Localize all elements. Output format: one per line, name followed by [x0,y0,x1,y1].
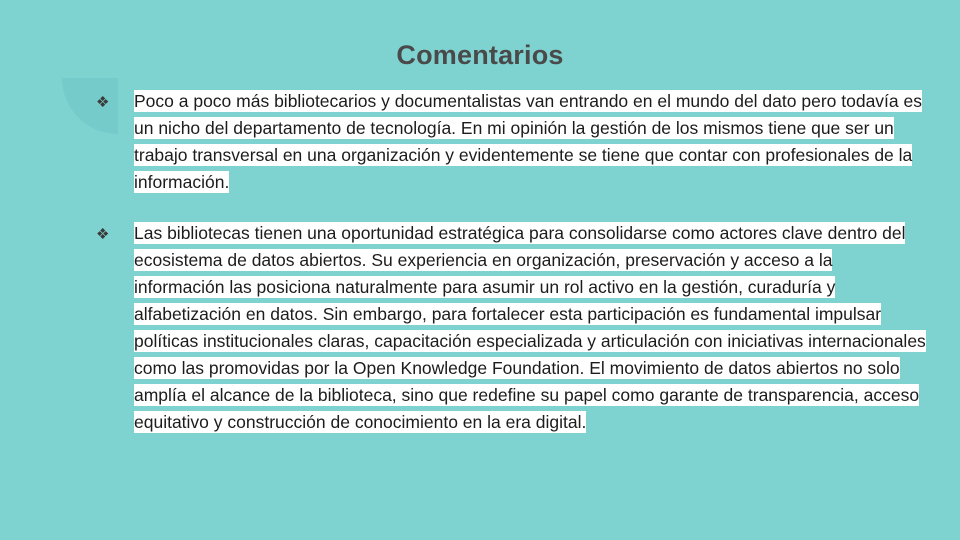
highlighted-text: Las bibliotecas tienen una oportunidad estratégica para consolidarse como actores clave dentro del ecosistema de datos abiertos. Su experiencia en organización, preservación y acceso a la información las posiciona naturalmente para asumir un rol activo en la gestión, curaduría y alfabetización en datos. Sin embargo, para fortalecer esta participación es fundamental impulsar políticas institucionales claras, capacitación especializada y articulación con iniciativas internacionales como las promovidas por la Open Knowledge Foundation. El movimiento de datos abiertos no solo amplía el alcance de la biblioteca, sino que redefine su papel como garante de transparencia, acceso equitativo y construcción de conocimiento en la era digital. [134,223,926,432]
highlighted-text: Poco a poco más bibliotecarios y documentalistas van entrando en el mundo del dato pero todavía es un nicho del departamento de tecnología. En mi opinión la gestión de los mismos tiene que ser un trabajo transversal en una organización y evidentemente se tiene que contar con profesionales de la información. [134,91,922,192]
slide-title: Comentarios [396,40,564,70]
bullet-text-1 [134,88,926,196]
bullet-text-2 [134,220,926,436]
bullet-diamond-icon: ❖ [96,94,110,111]
list-item [96,220,926,436]
list-item [96,88,926,196]
slide-body [96,88,926,460]
bullet-diamond-icon: ❖ [96,226,110,243]
